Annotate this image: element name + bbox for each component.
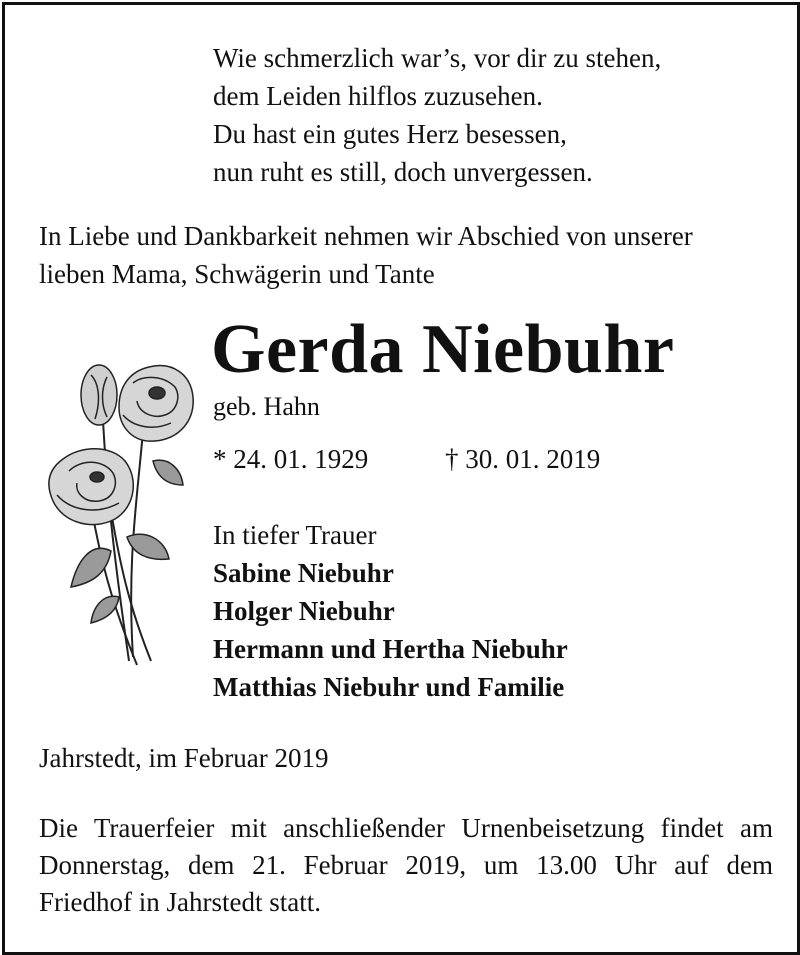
mourning-heading: In tiefer Trauer (213, 520, 377, 550)
deceased-name: Gerda Niebuhr (211, 311, 675, 388)
intro-line: lieben Mama, Schwägerin und Tante (39, 259, 435, 289)
mourner-name: Holger Niebuhr (213, 596, 395, 626)
poem-line: Wie schmerzlich war’s, vor dir zu stehen, (213, 43, 662, 73)
roses-icon (41, 361, 197, 667)
mourner-name: Matthias Niebuhr und Familie (213, 672, 565, 702)
obituary-notice (2, 2, 800, 955)
mourner-name: Sabine Niebuhr (213, 558, 394, 588)
poem-line: nun ruht es still, doch unvergessen. (213, 157, 593, 187)
maiden-name: geb. Hahn (213, 392, 320, 421)
death-date: † 30. 01. 2019 (445, 444, 601, 474)
funeral-service-notice: Die Trauerfeier mit anschließender Urnenbeisetzung findet am Donnerstag, dem 21. Februar 2019, um 13.00 Uhr auf dem Friedhof in Jahrstedt statt. (39, 813, 773, 917)
poem-line: dem Leiden hilflos zuzusehen. (213, 81, 543, 111)
mourners-list (213, 516, 568, 706)
farewell-intro (39, 217, 779, 293)
place-and-date: Jahrstedt, im Februar 2019 (39, 743, 329, 773)
intro-line: In Liebe und Dankbarkeit nehmen wir Abschied von unserer (39, 221, 693, 251)
poem (213, 39, 661, 191)
life-dates (213, 441, 601, 477)
birth-date: * 24. 01. 1929 (213, 444, 369, 474)
poem-line: Du hast ein gutes Herz besessen, (213, 119, 567, 149)
mourner-name: Hermann und Hertha Niebuhr (213, 634, 568, 664)
